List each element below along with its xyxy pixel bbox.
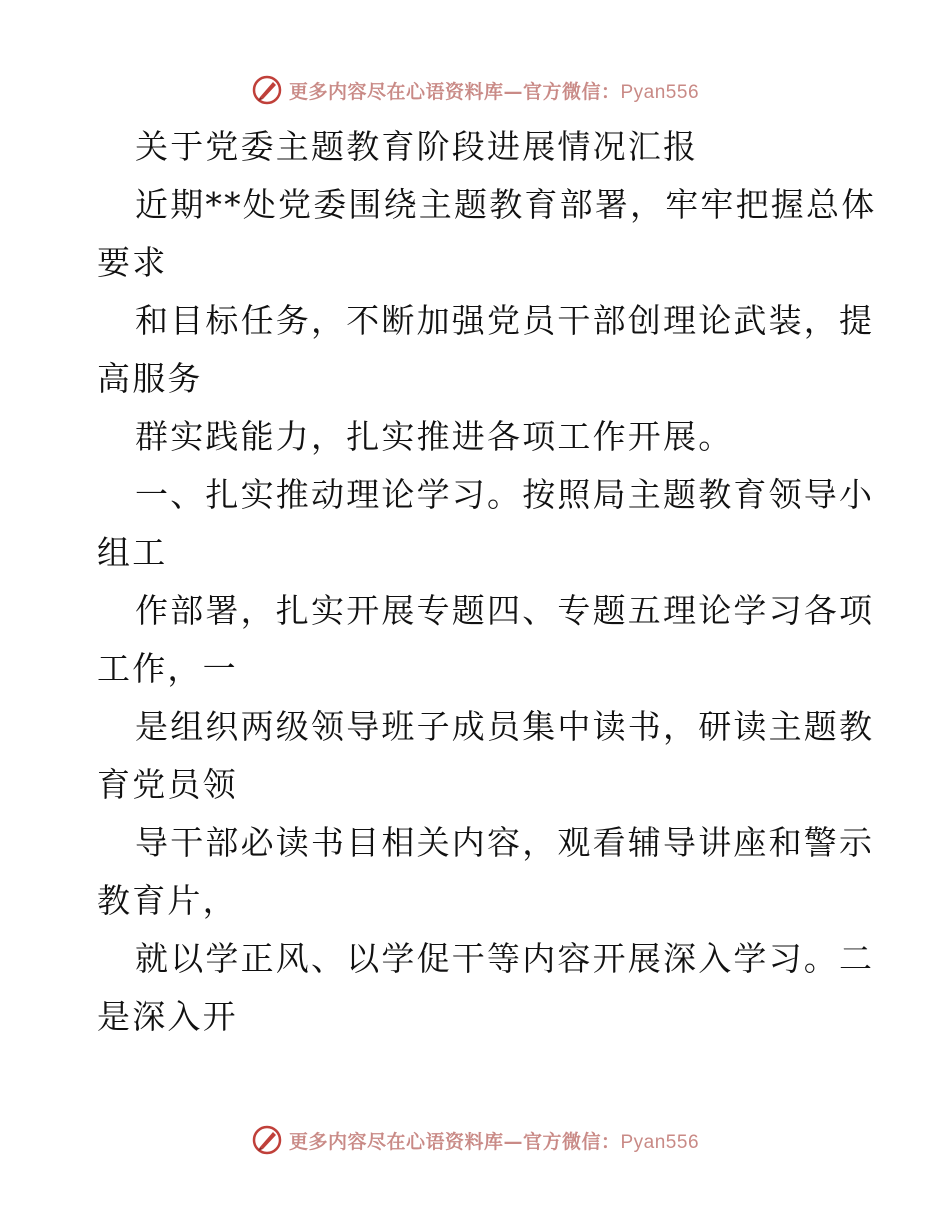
text-line: 一、扎实推动理论学习。按照局主题教育领导小	[135, 475, 875, 514]
text-line: 和目标任务，不断加强党员干部创理论武装，提	[135, 301, 875, 340]
text-line: 组工	[97, 533, 168, 572]
text-line: 工作，一	[97, 649, 238, 688]
quill-pen-logo-icon	[251, 74, 283, 106]
quill-pen-logo-icon	[251, 1124, 283, 1156]
text-line: 育党员领	[97, 765, 238, 804]
text-line: 是深入开	[97, 997, 238, 1036]
text-line: 要求	[97, 243, 168, 282]
footer-watermark	[0, 1120, 950, 1160]
text-line: 教育片，	[97, 881, 238, 920]
text-line: 近期**处党委围绕主题教育部署，牢牢把握总体	[135, 185, 877, 224]
text-line: 高服务	[97, 359, 203, 398]
text-line: 关于党委主题教育阶段进展情况汇报	[135, 127, 699, 166]
text-line: 是组织两级领导班子成员集中读书，研读主题教	[135, 707, 875, 746]
watermark-text: 更多内容尽在心语资料库—官方微信：Pyan556	[288, 80, 700, 103]
text-line: 作部署，扎实开展专题四、专题五理论学习各项	[135, 591, 875, 630]
text-line: 就以学正风、以学促干等内容开展深入学习。二	[135, 939, 875, 978]
header-watermark	[0, 70, 950, 110]
text-line: 群实践能力，扎实推进各项工作开展。	[135, 417, 734, 456]
document-body	[97, 118, 877, 1046]
text-line: 导干部必读书目相关内容，观看辅导讲座和警示	[135, 823, 875, 862]
watermark-text: 更多内容尽在心语资料库—官方微信：Pyan556	[288, 1130, 700, 1153]
